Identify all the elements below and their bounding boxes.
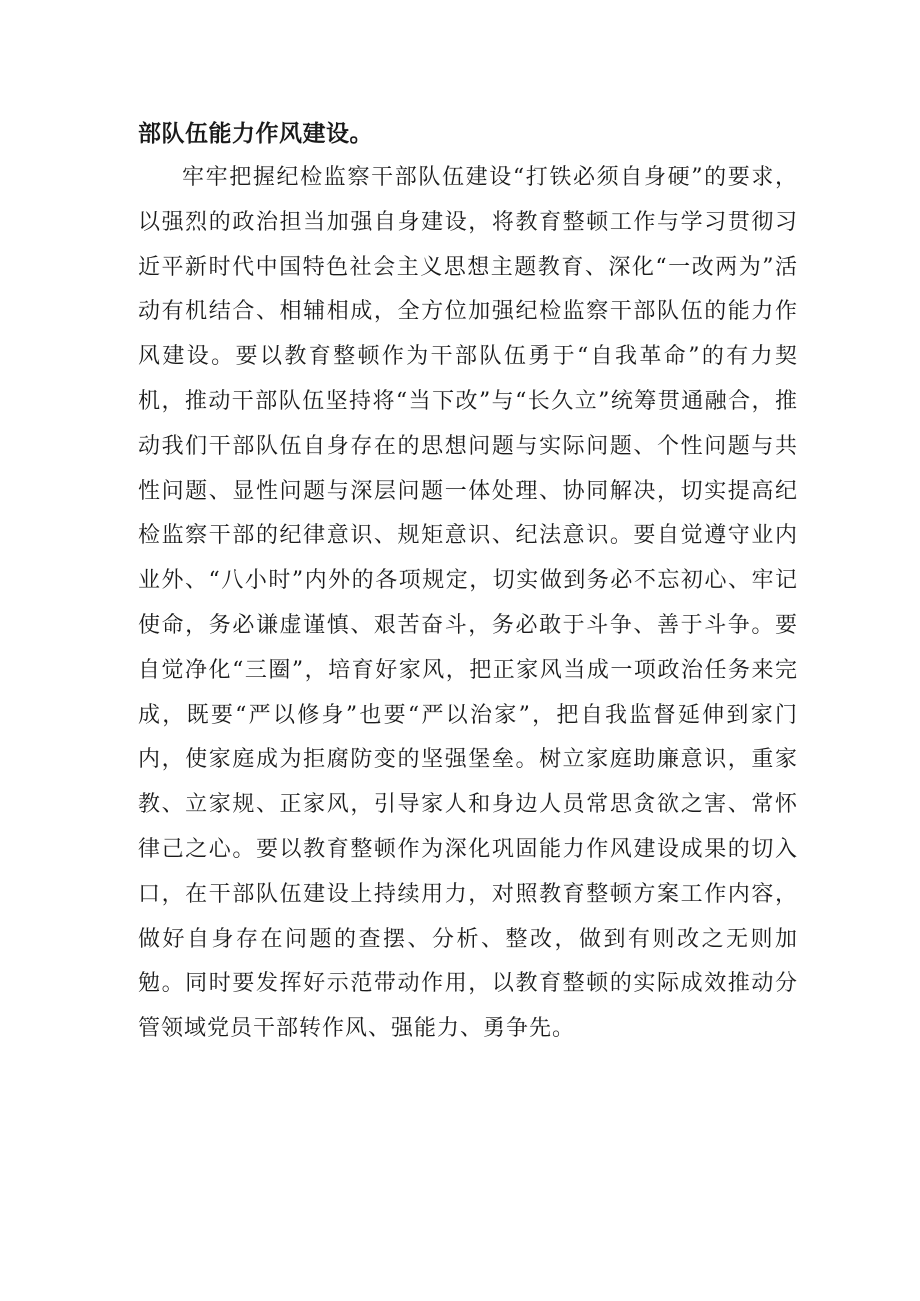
body-paragraph: 牢牢把握纪检监察干部队伍建设“打铁必须自身硬”的要求，以强烈的政治担当加强自身建设，将教育整顿工作与学习贯彻习近平新时代中国特色社会主义思想主题教育、深化“一改两为”活动有机结合、相辅相成，全方位加强纪检监察干部队伍的能力作风建设。要以教育整顿作为干部队伍勇于“自我革命”的有力契机，推动干部队伍坚持将“当下改”与“长久立”统筹贯通融合，推动我们干部队伍自身存在的思想问题与实际问题、个性问题与共性问题、显性问题与深层问题一体处理、协同解决，切实提高纪检监察干部的纪律意识、规矩意识、纪法意识。要自觉遵守业内业外、“八小时”内外的各项规定，切实做到务必不忘初心、牢记使命，务必谦虚谨慎、艰苦奋斗，务必敢于斗争、善于斗争。要自觉净化“三圈”，培育好家风，把正家风当成一项政治任务来完成，既要“严以修身”也要“严以治家”，把自我监督延伸到家门内，使家庭成为拒腐防变的坚强堡垒。树立家庭助廉意识，重家教、立家规、正家风，引导家人和身边人员常思贪欲之害、常怀律己之心。要以教育整顿作为深化巩固能力作风建设成果的切入口，在干部队伍建设上持续用力，对照教育整顿方案工作内容，做好自身存在问题的查摆、分析、整改，做到有则改之无则加勉。同时要发挥好示范带动作用，以教育整顿的实际成效推动分管领域党员干部转作风、强能力、勇争先。 <box>138 165 798 1042</box>
document-body <box>138 112 798 1052</box>
section-heading: 部队伍能力作风建设。 <box>138 121 373 147</box>
